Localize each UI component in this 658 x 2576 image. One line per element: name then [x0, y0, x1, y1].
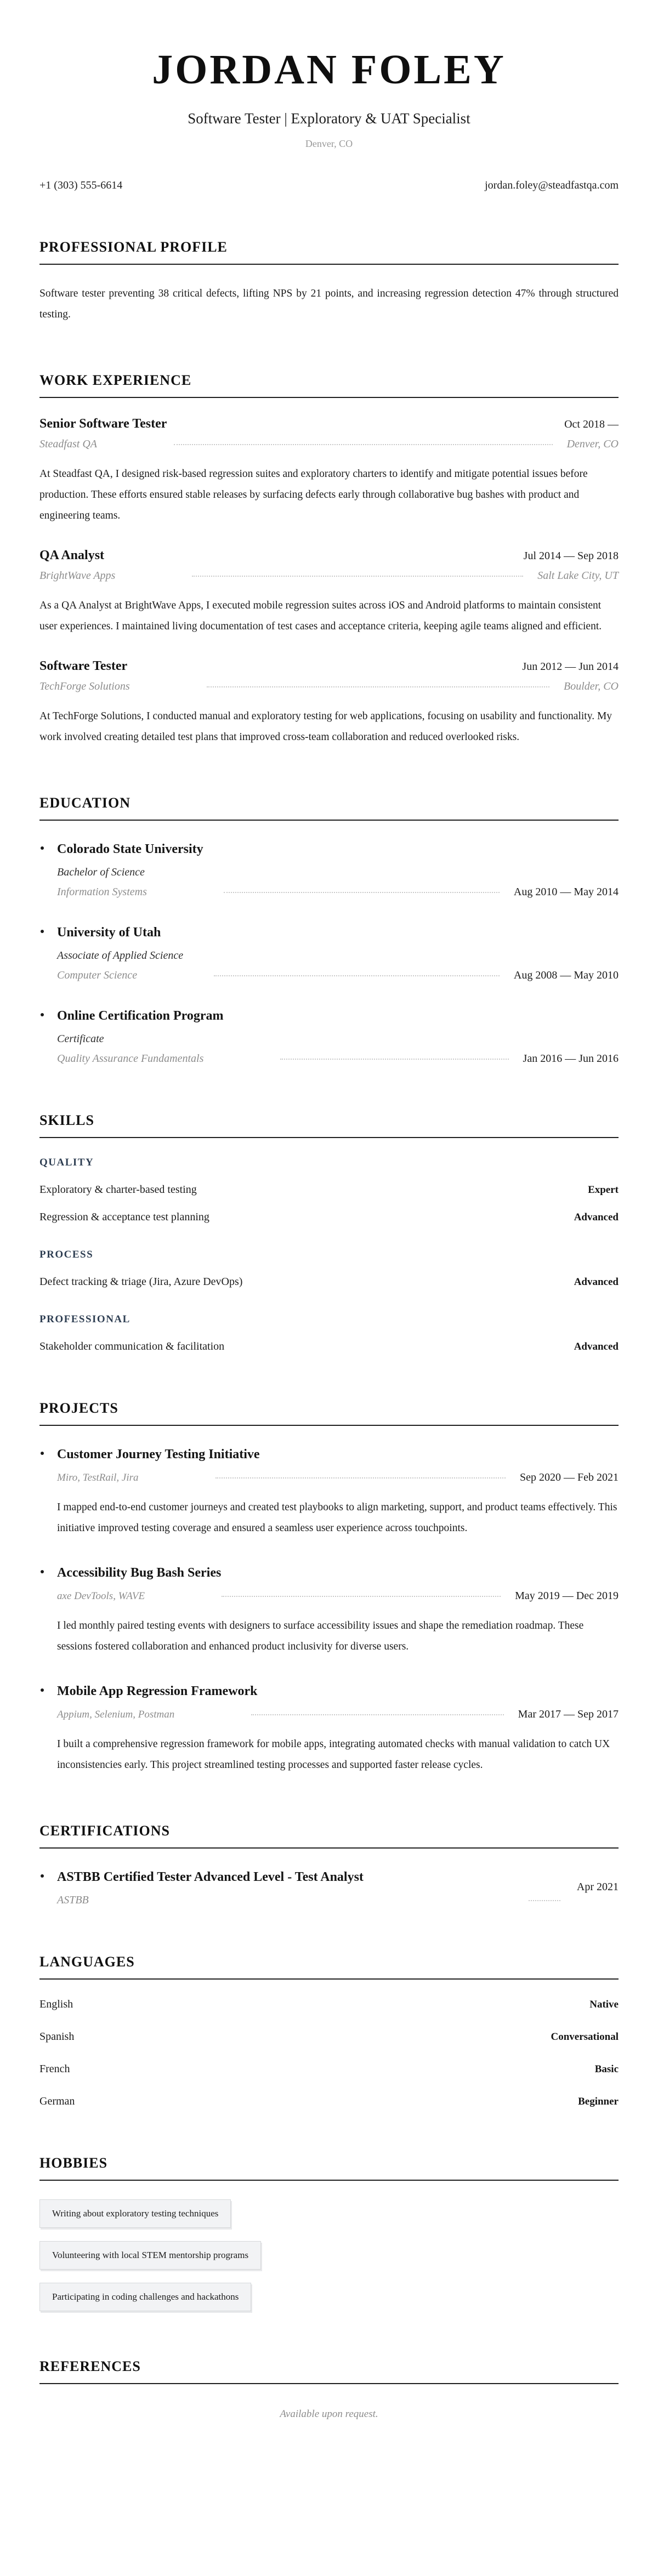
section-heading-hobbies: HOBBIES	[39, 2155, 619, 2181]
project-tools: Miro, TestRail, Jira	[57, 1472, 139, 1484]
email-address: jordan.foley@steadfastqa.com	[485, 179, 619, 191]
dotted-leader	[222, 1596, 501, 1597]
language-level: Conversational	[551, 2031, 619, 2043]
job-entry	[39, 659, 619, 748]
job-dates: Jun 2012 — Jun 2014	[522, 661, 619, 673]
section-professional-profile	[39, 239, 619, 325]
job-title: Senior Software Tester	[39, 417, 167, 431]
projects-body	[39, 1445, 619, 1776]
section-heading-projects: PROJECTS	[39, 1400, 619, 1426]
certification-title: ASTBB Certified Tester Advanced Level - Test Analyst	[57, 1870, 364, 1885]
job-company: Steadfast QA	[39, 438, 97, 451]
job-description: At Steadfast QA, I designed risk-based regression suites and exploratory charters to identify and mitigate potential issues before production. These efforts ensured stable releases by surfacing defects early through collaborative bug bashes with product and engineering teams.	[39, 468, 588, 522]
language-name: Spanish	[39, 2031, 75, 2043]
project-description: I led monthly paired testing events with designers to surface accessibility issues and shape the remediation roadmap. These sessions fostered collaboration and enhanced product inclusivity for diverse users.	[57, 1620, 584, 1653]
project-title: Accessibility Bug Bash Series	[57, 1566, 222, 1580]
skill-row	[39, 1211, 619, 1224]
skill-name: Defect tracking & triage (Jira, Azure DevOps)	[39, 1276, 243, 1288]
work-body	[39, 417, 619, 748]
skill-level: Advanced	[574, 1276, 619, 1288]
job-company: BrightWave Apps	[39, 570, 116, 582]
job-title-row	[39, 548, 619, 563]
bullet-icon	[41, 1013, 44, 1016]
job-entry	[39, 548, 619, 637]
skill-row	[39, 1340, 619, 1353]
references-body	[39, 2408, 619, 2420]
bullet-icon	[41, 1874, 44, 1878]
dotted-leader	[207, 686, 549, 687]
job-company-row	[39, 570, 619, 582]
job-title-row	[39, 659, 619, 674]
section-work-experience	[39, 372, 619, 748]
skill-group-name: QUALITY	[39, 1157, 94, 1169]
project-entry	[39, 1445, 619, 1539]
dotted-leader	[529, 1900, 560, 1901]
language-level: Basic	[594, 2063, 619, 2075]
skill-level: Expert	[588, 1184, 619, 1196]
dotted-leader	[215, 1477, 506, 1479]
section-heading-certifications: CERTIFICATIONS	[39, 1823, 619, 1849]
language-name: French	[39, 2063, 70, 2075]
language-name: German	[39, 2095, 75, 2108]
section-heading-education: EDUCATION	[39, 795, 619, 821]
hobby-chip: Volunteering with local STEM mentorship programs	[39, 2241, 261, 2270]
education-field: Quality Assurance Fundamentals	[57, 1053, 204, 1065]
candidate-name: JORDAN FOLEY	[152, 47, 506, 93]
bullet-icon	[41, 1570, 44, 1573]
education-body	[39, 839, 619, 1065]
section-hobbies	[39, 2155, 619, 2311]
project-tools-row	[57, 1471, 619, 1484]
language-row	[39, 2095, 619, 2108]
job-description: At TechForge Solutions, I conducted manual and exploratory testing for web applications, focusing on usability and functionality. My work involved creating detailed test plans that improved cross-team collaboration and reduced overlooked risks.	[39, 710, 612, 743]
section-heading-profile: PROFESSIONAL PROFILE	[39, 239, 619, 265]
job-company: TechForge Solutions	[39, 680, 130, 693]
project-tools-row	[57, 1708, 619, 1721]
skill-group	[39, 1249, 619, 1288]
project-description: I mapped end-to-end customer journeys and created test playbooks to align marketing, support, and product teams effectively. This initiative improved testing coverage and ensured a seamless user experience across touchpoints.	[57, 1502, 617, 1534]
skill-group-name: PROFESSIONAL	[39, 1313, 131, 1326]
skills-body	[39, 1157, 619, 1353]
education-degree: Bachelor of Science	[57, 866, 145, 879]
hobby-chip: Writing about exploratory testing techniques	[39, 2199, 231, 2228]
job-dates: Oct 2018 —	[564, 418, 619, 431]
certification-issuer-row	[57, 1894, 570, 1907]
language-row	[39, 2031, 619, 2043]
profile-body	[39, 283, 619, 325]
project-title: Customer Journey Testing Initiative	[57, 1447, 260, 1462]
project-dates: May 2019 — Dec 2019	[515, 1590, 619, 1602]
bullet-icon	[41, 1452, 44, 1455]
job-company-row	[39, 680, 619, 693]
candidate-location: Denver, CO	[305, 138, 353, 149]
education-entry	[39, 839, 619, 899]
education-school: Colorado State University	[57, 842, 203, 857]
education-field: Computer Science	[57, 969, 138, 982]
education-school: Online Certification Program	[57, 1009, 224, 1023]
dotted-leader	[214, 975, 500, 976]
skill-name: Stakeholder communication & facilitation	[39, 1340, 225, 1353]
section-certifications	[39, 1823, 619, 1907]
dotted-leader	[280, 1059, 508, 1060]
section-education	[39, 795, 619, 1065]
skill-row	[39, 1184, 619, 1196]
dotted-leader	[192, 576, 523, 577]
hobby-chip: Participating in coding challenges and hackathons	[39, 2283, 251, 2311]
bullet-icon	[41, 1688, 44, 1692]
project-dates: Mar 2017 — Sep 2017	[518, 1708, 619, 1721]
bullet-icon	[41, 846, 44, 850]
skill-group-name: PROCESS	[39, 1249, 94, 1261]
education-field-row	[57, 969, 619, 982]
project-tools: axe DevTools, WAVE	[57, 1590, 145, 1602]
certifications-body	[39, 1867, 619, 1907]
education-dates: Aug 2010 — May 2014	[513, 886, 619, 899]
section-references	[39, 2358, 619, 2420]
dotted-leader	[251, 1714, 503, 1715]
job-entry	[39, 417, 619, 526]
project-description: I built a comprehensive regression framework for mobile apps, integrating automated checks with manual validation to catch UX inconsistencies early. This project streamlined testing processes and supported faster release cycles.	[57, 1738, 610, 1771]
bullet-icon	[41, 930, 44, 933]
education-field-row	[57, 886, 619, 899]
languages-body	[39, 1998, 619, 2108]
education-entry	[39, 1006, 619, 1065]
language-row	[39, 1998, 619, 2011]
section-heading-skills: SKILLS	[39, 1112, 619, 1138]
skill-name: Exploratory & charter-based testing	[39, 1184, 197, 1196]
education-degree: Associate of Applied Science	[57, 949, 184, 962]
section-skills	[39, 1112, 619, 1353]
job-location: Salt Lake City, UT	[537, 570, 619, 582]
project-title: Mobile App Regression Framework	[57, 1684, 258, 1699]
education-dates: Aug 2008 — May 2010	[513, 969, 619, 982]
project-dates: Sep 2020 — Feb 2021	[520, 1471, 619, 1484]
job-description: As a QA Analyst at BrightWave Apps, I executed mobile regression suites across iOS and Android platforms to maintain consistent user experiences. I maintained living documentation of test cases and acceptance criteria, keeping agile teams aligned and efficient.	[39, 600, 602, 633]
project-tools-row	[57, 1590, 619, 1602]
skill-level: Advanced	[574, 1212, 619, 1224]
section-projects	[39, 1400, 619, 1776]
education-entry	[39, 923, 619, 982]
candidate-title: Software Tester | Exploratory & UAT Specialist	[188, 110, 470, 127]
contact-row	[39, 179, 619, 192]
skill-row	[39, 1276, 619, 1288]
language-name: English	[39, 1998, 73, 2011]
language-row	[39, 2063, 619, 2075]
resume-header	[39, 46, 619, 192]
education-degree: Certificate	[57, 1033, 104, 1045]
phone-number: +1 (303) 555-6614	[39, 179, 123, 191]
profile-summary: Software tester preventing 38 critical defects, lifting NPS by 21 points, and increasing regression detection 47% through structured testing.	[39, 288, 619, 321]
certification-dates: Apr 2021	[576, 1880, 619, 1893]
section-heading-work: WORK EXPERIENCE	[39, 372, 619, 398]
project-entry	[39, 1681, 619, 1776]
skill-group	[39, 1157, 619, 1224]
project-entry	[39, 1563, 619, 1657]
education-field: Information Systems	[57, 886, 147, 899]
dotted-leader	[174, 444, 553, 445]
certification-issuer: ASTBB	[57, 1894, 89, 1907]
job-location: Boulder, CO	[564, 680, 619, 693]
skill-name: Regression & acceptance test planning	[39, 1211, 209, 1224]
education-field-row	[57, 1053, 619, 1065]
project-tools: Appium, Selenium, Postman	[57, 1709, 175, 1721]
dotted-leader	[224, 892, 500, 893]
references-note: Available upon request.	[280, 2408, 378, 2420]
job-title: QA Analyst	[39, 548, 105, 563]
job-dates: Jul 2014 — Sep 2018	[523, 550, 619, 562]
skill-group	[39, 1313, 619, 1353]
section-languages	[39, 1954, 619, 2108]
section-heading-languages: LANGUAGES	[39, 1954, 619, 1980]
job-title-row	[39, 417, 619, 431]
language-level: Native	[589, 1999, 619, 2011]
hobbies-body	[39, 2199, 619, 2311]
job-title: Software Tester	[39, 659, 128, 674]
language-level: Beginner	[578, 2096, 619, 2108]
job-location: Denver, CO	[566, 438, 619, 451]
education-school: University of Utah	[57, 925, 161, 940]
skill-level: Advanced	[574, 1341, 619, 1353]
job-company-row	[39, 438, 619, 451]
section-heading-references: REFERENCES	[39, 2358, 619, 2384]
certification-entry	[39, 1867, 619, 1907]
education-dates: Jan 2016 — Jun 2016	[523, 1053, 619, 1065]
